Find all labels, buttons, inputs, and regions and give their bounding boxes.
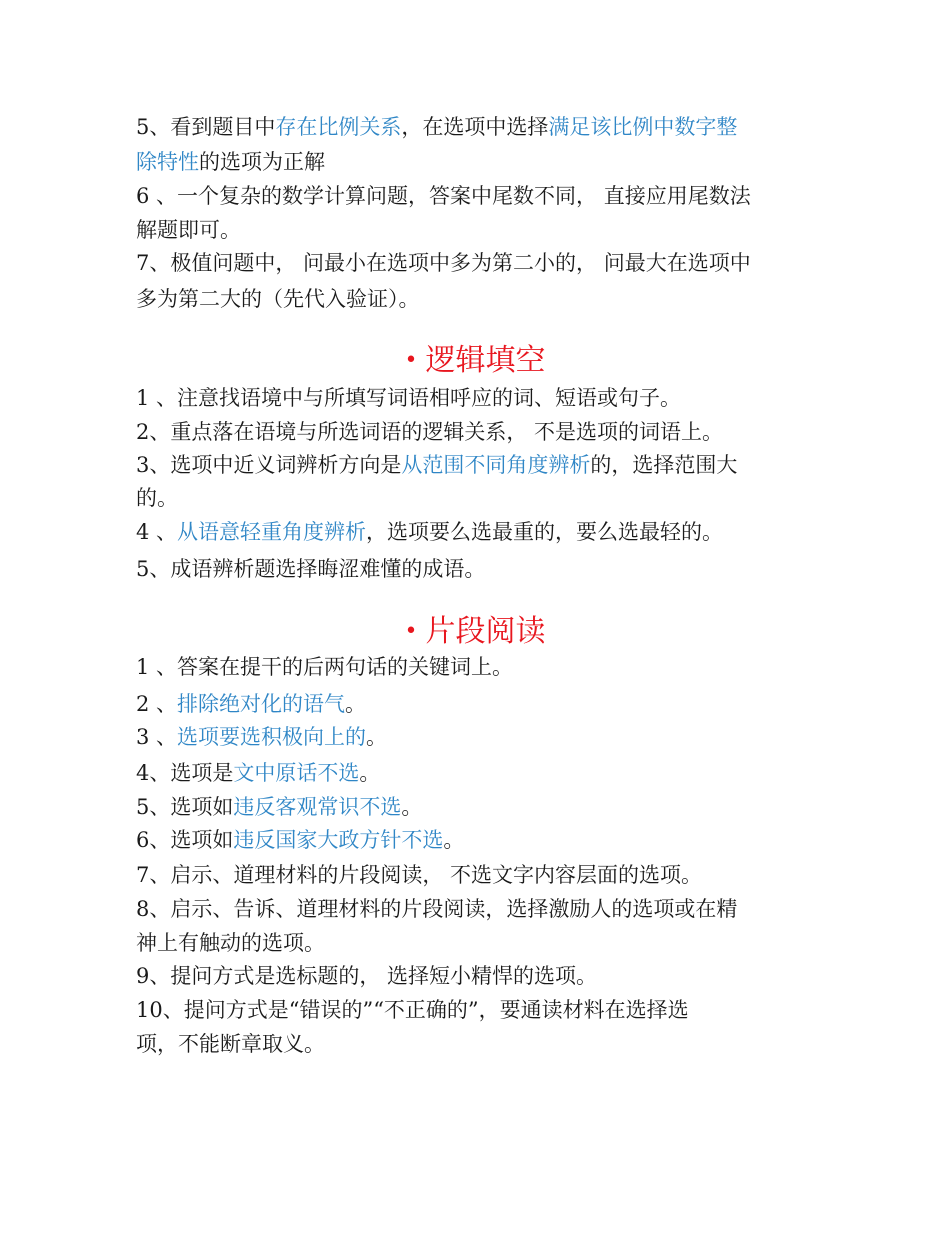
section-title: 逻辑填空	[425, 343, 546, 378]
logic-tip-1: 1 、注意找语境中与所填写词语相呼应的词、短语或句子。	[136, 386, 682, 410]
tip-5-line-2: 除特性的选项为正解	[136, 150, 325, 174]
reading-tip-3: 3 、选项要选积极向上的。	[136, 725, 388, 749]
reading-tip-9: 9、提问方式是选标题的， 选择短小精悍的选项。	[136, 964, 598, 988]
logic-tip-2: 2、重点落在语境与所选词语的逻辑关系， 不是选项的词语上。	[136, 420, 724, 444]
section-title: 片段阅读	[425, 614, 546, 649]
logic-tip-5: 5、成语辨析题选择晦涩难懂的成语。	[136, 557, 486, 581]
tip-7-line-2: 多为第二大的（先代入验证）。	[136, 287, 420, 311]
tip-6-line-2: 解题即可。	[136, 218, 241, 242]
reading-tip-8-line-2: 神上有触动的选项。	[136, 931, 325, 955]
section-heading-logic	[0, 341, 950, 381]
logic-tip-3-line-2: 的。	[136, 486, 178, 510]
section-heading-reading	[0, 612, 950, 652]
reading-tip-10-line-1: 10、提问方式是“错误的”“不正确的”，要通读材料在选择选	[136, 998, 689, 1022]
reading-tip-7: 7、启示、道理材料的片段阅读， 不选文字内容层面的选项。	[136, 863, 703, 887]
reading-tip-4: 4、选项是文中原话不选。	[136, 761, 381, 785]
logic-tip-3-line-1: 3、选项中近义词辨析方向是从范围不同角度辨析的，选择范围大	[136, 453, 738, 477]
logic-tip-4: 4 、从语意轻重角度辨析，选项要么选最重的，要么选最轻的。	[136, 520, 724, 544]
reading-tip-5: 5、选项如违反客观常识不选。	[136, 795, 423, 819]
reading-tip-8-line-1: 8、启示、告诉、道理材料的片段阅读，选择激励人的选项或在精	[136, 897, 738, 921]
tip-5-line-1: 5、看到题目中存在比例关系，在选项中选择满足该比例中数字整	[136, 115, 738, 139]
highlight-divisibility: 满足该比例中数字整	[548, 115, 738, 139]
highlight-ratio: 存在比例关系	[275, 115, 402, 139]
highlight-weight: 从语意轻重角度辨析	[177, 520, 367, 544]
reading-tip-1: 1 、答案在提干的后两句话的关键词上。	[136, 655, 514, 679]
highlight-scope: 从范围不同角度辨析	[401, 453, 591, 477]
bullet-icon: •	[404, 348, 418, 373]
tip-6-line-1: 6 、一个复杂的数学计算问题，答案中尾数不同， 直接应用尾数法	[136, 184, 751, 208]
tip-7-line-1: 7、极值问题中， 问最小在选项中多为第二小的， 问最大在选项中	[136, 251, 751, 275]
reading-tip-10-line-2: 项，不能断章取义。	[136, 1032, 325, 1056]
reading-tip-2: 2 、排除绝对化的语气。	[136, 692, 367, 716]
reading-tip-6: 6、选项如违反国家大政方针不选。	[136, 828, 465, 852]
bullet-icon: •	[404, 619, 418, 644]
